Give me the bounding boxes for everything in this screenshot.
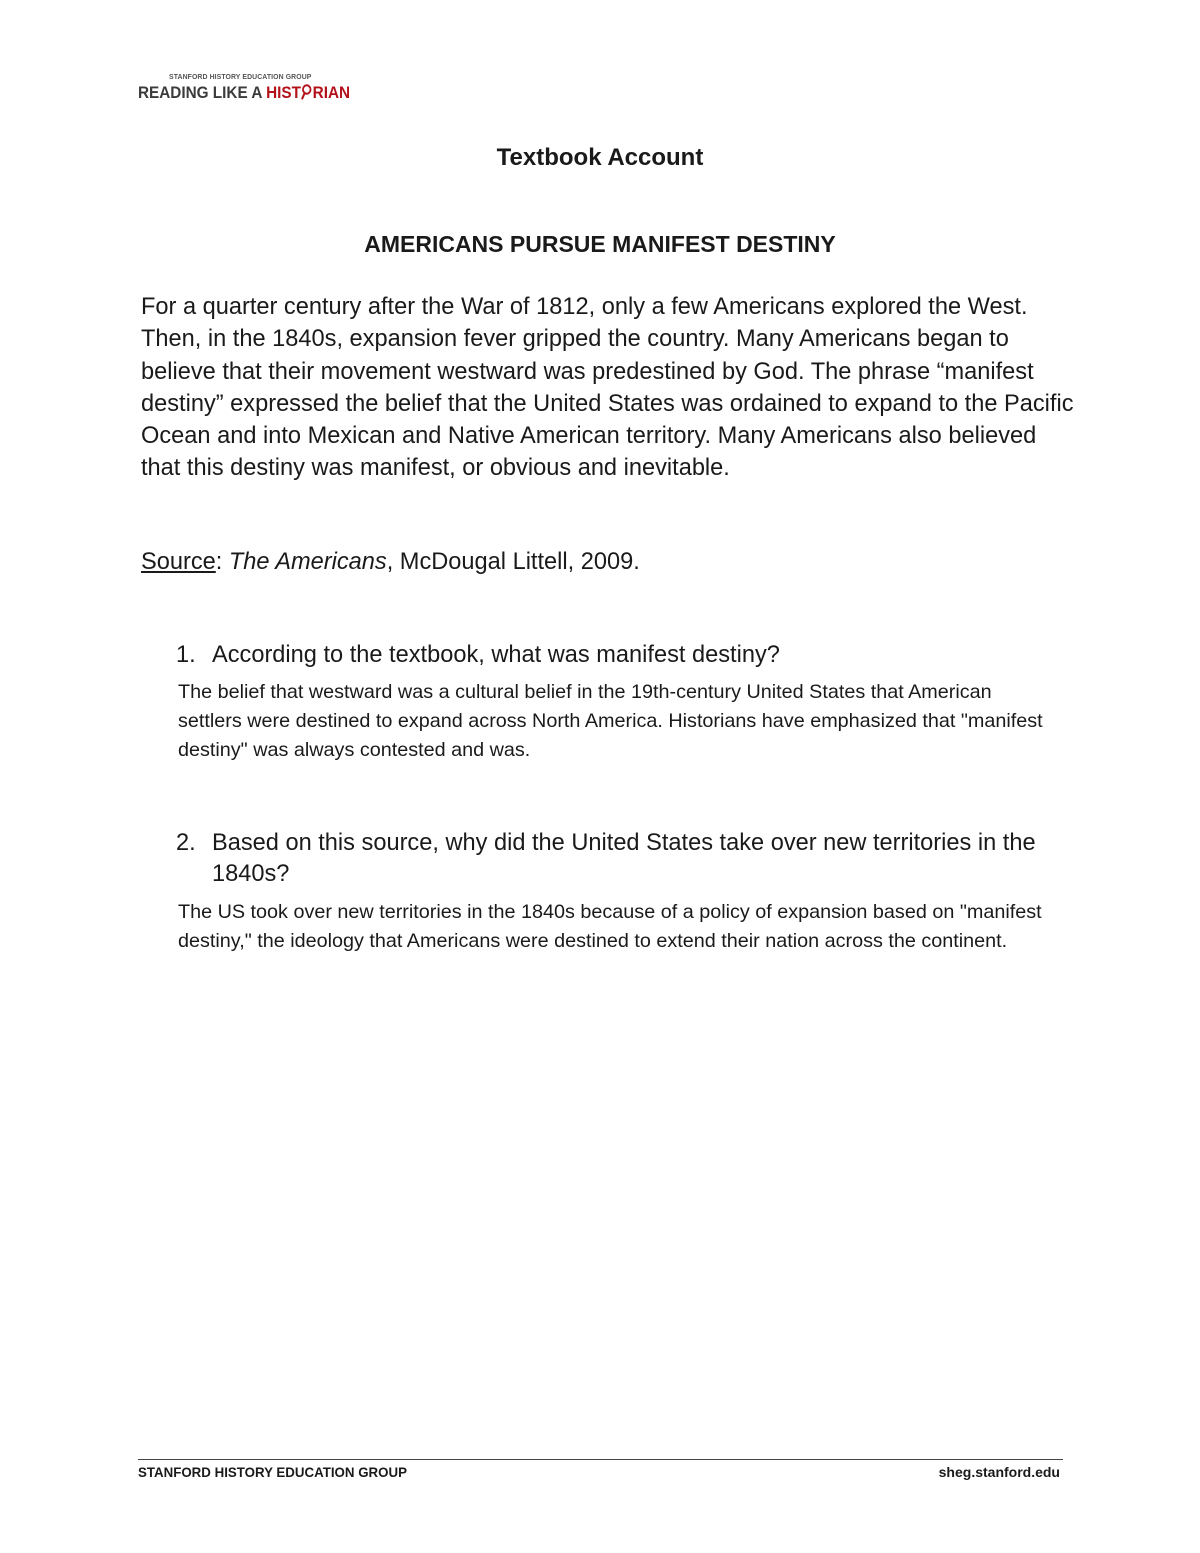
source-colon: : — [215, 549, 229, 575]
textbook-excerpt: For a quarter century after the War of 1812, only a few Americans explored the West. Then, in the 1840s, expansion fever gripped the country. Many Americans began to believe that their movement westward was predestined by God. The phrase “manifest destiny” expressed the belief that the United States was ordained to expand to the Pacific Ocean and into Mexican and Native American territory. Many Americans also believed that this destiny was manifest, or obvious and inevitable. — [141, 294, 1074, 482]
logo-wordmark-part1: READING LIKE A — [138, 83, 267, 102]
magnifying-glass-icon — [301, 84, 313, 100]
source-label: Source — [141, 549, 216, 575]
logo-wordmark-part3: RIAN — [312, 83, 351, 102]
answer-1: The belief that westward was a cultural belief in the 19th-century United States that American settlers were destined to expand across North America. Historians have emphasized that "manifest destiny" was always contested and was. — [178, 681, 1043, 761]
question-1 — [176, 640, 1056, 671]
footer-website[interactable]: sheg.stanford.edu — [938, 1464, 1060, 1480]
question-text: According to the textbook, what was manifest destiny? — [212, 642, 780, 668]
source-book-title: The Americans — [228, 549, 387, 575]
question-number: 1. — [176, 642, 196, 668]
logo-wordmark-part2: HIST — [266, 83, 301, 102]
source-publisher: , McDougal Littell, 2009. — [386, 549, 640, 575]
document-headline: AMERICANS PURSUE MANIFEST DESTINY — [364, 231, 836, 257]
page-title: Textbook Account — [496, 144, 704, 171]
question-number: 2. — [176, 830, 196, 856]
question-2 — [176, 828, 1056, 890]
logo-group-name: STANFORD HISTORY EDUCATION GROUP — [169, 72, 312, 81]
logo-wordmark — [138, 82, 351, 104]
answer-2: The US took over new territories in the 1840s because of a policy of expansion based on "manifest destiny," the ideology that Americans were destined to extend their nation across the continent. — [178, 901, 1042, 952]
source-citation — [141, 546, 640, 578]
footer-organization: STANFORD HISTORY EDUCATION GROUP — [138, 1464, 407, 1480]
question-text: Based on this source, why did the United States take over new territories in the 1840s? — [212, 830, 1036, 887]
logo — [138, 72, 358, 104]
footer-divider — [138, 1459, 1063, 1460]
